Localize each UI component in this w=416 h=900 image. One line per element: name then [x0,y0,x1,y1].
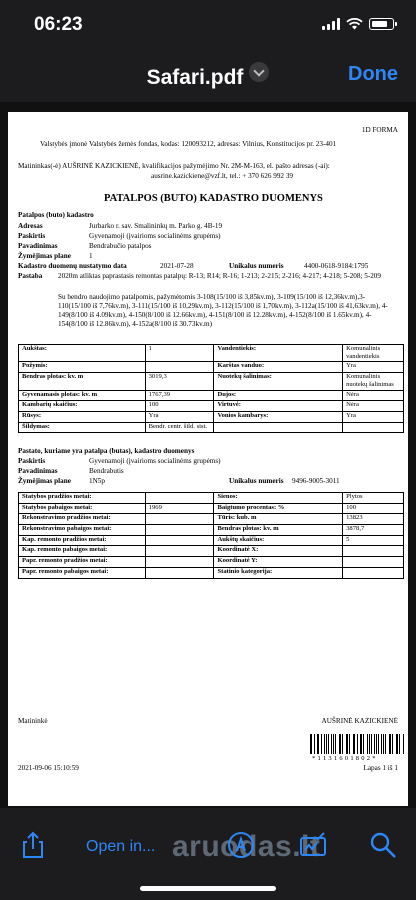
search-icon [368,830,398,860]
nustatymo-label: Kadastro duomenų nustatymo data [18,262,127,270]
surveyor-role: Matininkė [18,717,48,725]
signature-box-icon [298,830,328,860]
barcode [310,734,404,754]
table-label-cell: Koordinatė X: [214,546,343,557]
adresas-value: Jurbarko r. sav. Smalininkų m. Parko g. 4B-19 [89,222,223,230]
nav-bar [0,50,416,102]
cellular-signal-icon [322,18,340,30]
premises-table-row [19,362,404,373]
table-label-cell: Nuotekų šalinimas: [214,373,343,390]
table-value-cell: Yra [343,412,404,423]
table-label-cell: Šildymas: [19,422,146,433]
table-value-cell: 1767,39 [145,390,214,401]
share-button[interactable] [18,830,48,860]
building-unikalus-value: 9496-9005-3011 [292,477,340,485]
building-table-row [19,493,404,504]
paskirtis-value: Gyvenamoji (įvairioms socialinėms grupėms) [89,232,221,240]
table-value-cell: Yra [145,412,214,423]
nustatymo-value: 2021-07-28 [160,262,194,270]
section1-heading: Patalpos (buto) kadastro [18,211,94,219]
document-title-text: Safari.pdf [146,66,244,89]
building-paskirtis-value: Gyvenamoji (įvairioms socialinėms grupėms) [89,457,221,465]
pdf-page[interactable] [8,112,408,806]
table-label-cell: Papr. remonto pabaigos metai: [19,567,146,578]
table-value-cell [145,362,214,373]
table-label-cell: Tūris: kub. m [214,514,343,525]
table-label-cell: Koordinatė Y: [214,557,343,568]
building-table-row [19,557,404,568]
table-label-cell: Rekonstravimo pabaigos metai: [19,525,146,536]
table-label-cell: Rekonstravimo pradžios metai: [19,514,146,525]
table-value-cell [145,514,214,525]
table-label-cell: Kap. remonto pradžios metai: [19,535,146,546]
table-value-cell: Nėra [343,390,404,401]
premises-table-row [19,345,404,362]
building-table-row [19,503,404,514]
table-label-cell: Sienos: [214,493,343,504]
wifi-icon [346,18,363,30]
building-table-row [19,535,404,546]
pastaba-text-1: 2020m atliktas paprastasis remontas patalpų: R-13; R14; R-16; 1-213; 2-215; 2-216; 4-217; 4-218; 5-208; 5-209 [58,272,381,280]
battery-icon [369,18,394,30]
table-label-cell: Papr. remonto pradžios metai: [19,557,146,568]
table-value-cell: 1969 [145,503,214,514]
pavadinimas-label: Pavadinimas [18,242,58,250]
building-zymejimas-label: Žymėjimas plane [18,477,71,485]
status-time: 06:23 [34,14,83,35]
done-button[interactable]: Done [348,63,398,85]
building-table-row [19,567,404,578]
table-value-cell: 100 [343,503,404,514]
unikalus-label: Unikalus numeris [229,262,284,270]
building-pavadinimas-value: Bendrabutis [89,467,124,475]
table-label-cell [214,422,343,433]
table-value-cell [145,546,214,557]
markup-button[interactable] [226,830,256,860]
table-label-cell: Aukštų skaičius: [214,535,343,546]
page-count: Lapas 1 iš 1 [363,764,398,772]
table-value-cell [343,422,404,433]
watermark-logo: aruodas.lt [172,830,321,863]
table-label-cell: Statinio kategorija: [214,567,343,578]
table-label-cell: Statybos pabaigos metai: [19,503,146,514]
table-label-cell: Virtuvė: [214,401,343,412]
table-value-cell: Bendr. centr. šild. sist. [145,422,214,433]
table-value-cell [145,535,214,546]
table-label-cell: Vandentiekis: [214,345,343,362]
table-label-cell: Kambarių skaičius: [19,401,146,412]
table-label-cell: Bendras plotas: kv. m [19,373,146,390]
table-value-cell: Komunalinis nuotekų šalinimas [343,373,404,390]
pastaba-text-2: Su bendro naudojimo patalpomis, pažymėtomis 3-108(15/100 iš 3,85kv.m), 3-109(15/100 iš 12,36kv.m),3-110(15/100 iš 7,76kv.m), 3-111(15/100 iš 10,29kv.m), 3-112(15/100 iš 1,70kv.m), 3-112a(15/100 iš 41,63kv.m), 4-149(8/100 iš 4.09kv.m), 4-150(8/100 iš 12.66kv.m), 4-151(8/100 iš 12.28kv.m), 4-152(8/100 iš 1.65kv.m), 4-154(8/100 iš 12.86kv.m), 4-152a(8/100 iš 30.73kv.m) [58,293,388,328]
table-label-cell: Bendras plotas: kv. m [214,525,343,536]
status-icons [322,18,394,30]
markup-pen-icon [226,830,256,860]
page-title: PATALPOS (BUTO) KADASTRO DUOMENYS [104,193,323,204]
table-label-cell: Požymis: [19,362,146,373]
paskirtis-label: Paskirtis [18,232,46,240]
table-value-cell: 1 [145,345,214,362]
table-value-cell: Nėra [343,401,404,412]
premises-table-row [19,390,404,401]
table-value-cell: 3019,3 [145,373,214,390]
chevron-down-icon[interactable] [249,62,269,82]
table-label-cell: Karštas vanduo: [214,362,343,373]
issuer-line: Valstybės įmonė Valstybės žemės fondas, kodas: 120093212, adresas: Vilnius, Konstitucijos pr. 23-401 [40,140,337,148]
table-label-cell: Aukštas: [19,345,146,362]
table-value-cell [145,493,214,504]
building-zymejimas-value: 1N5p [89,477,105,485]
adresas-label: Adresas [18,222,43,230]
table-value-cell [145,567,214,578]
print-datetime: 2021-09-06 15:10:59 [18,764,79,772]
form-id: 1D FORMA [361,126,398,134]
table-label-cell: Kap. remonto pabaigos metai: [19,546,146,557]
section2-heading: Pastato, kuriame yra patalpa (butas), kadastro duomenys [18,447,195,455]
building-paskirtis-label: Paskirtis [18,457,46,465]
surveyor-line-1: Matininkas(-ė) AUŠRINĖ KAZICKIENĖ, kvalifikacijos pažymėjimo Nr. 2M-M-163, el. pašto adresas (-ai): [18,162,330,170]
zymejimas-value: 1 [89,252,93,260]
zymejimas-label: Žymėjimas plane [18,252,71,260]
table-label-cell: Statybos pradžios metai: [19,493,146,504]
table-value-cell: 100 [145,401,214,412]
table-label-cell: Baigtumo procentas: % [214,503,343,514]
premises-data-table [18,344,404,433]
building-data-table [18,492,404,579]
pastaba-label: Pastaba [18,272,43,280]
building-table-row [19,546,404,557]
table-value-cell [145,525,214,536]
building-table-row [19,525,404,536]
premises-table-row [19,373,404,390]
table-value-cell: Yra [343,362,404,373]
premises-table-row [19,401,404,412]
table-value-cell: 3878,7 [343,525,404,536]
surveyor-name: AUŠRINĖ KAZICKIENĖ [321,717,398,725]
pavadinimas-value: Bendrabučio patalpos [89,242,152,250]
table-label-cell: Vonios kambarys: [214,412,343,423]
table-value-cell: 13823 [343,514,404,525]
building-unikalus-label: Unikalus numeris [229,477,284,485]
unikalus-value: 4400-0618-9184:1795 [304,262,369,270]
table-value-cell [145,557,214,568]
share-icon [18,830,48,860]
table-value-cell: Komunalinis vandentiekis [343,345,404,362]
table-value-cell: Plytos [343,493,404,504]
bottom-toolbar [0,808,416,900]
table-label-cell: Rūsys: [19,412,146,423]
table-value-cell [343,546,404,557]
premises-table-row [19,412,404,423]
table-value-cell: 5 [343,535,404,546]
table-label-cell: Gyvenamasis plotas: kv. m [19,390,146,401]
status-bar [0,0,416,50]
annotate-button[interactable] [298,830,328,860]
table-label-cell: Dujos: [214,390,343,401]
home-indicator [140,886,276,891]
open-in-button[interactable]: Open in... [86,838,156,855]
table-value-cell [343,567,404,578]
surveyor-line-2: ausrine.kazickiene@vzf.lt, tel.: + 370 626 992 39 [151,172,294,180]
premises-table-row [19,422,404,433]
barcode-text: * 1 1 3 1 6 0 1 8 0 2 * [312,755,376,762]
building-pavadinimas-label: Pavadinimas [18,467,58,475]
table-value-cell [343,557,404,568]
search-button[interactable] [368,830,398,860]
building-table-row [19,514,404,525]
